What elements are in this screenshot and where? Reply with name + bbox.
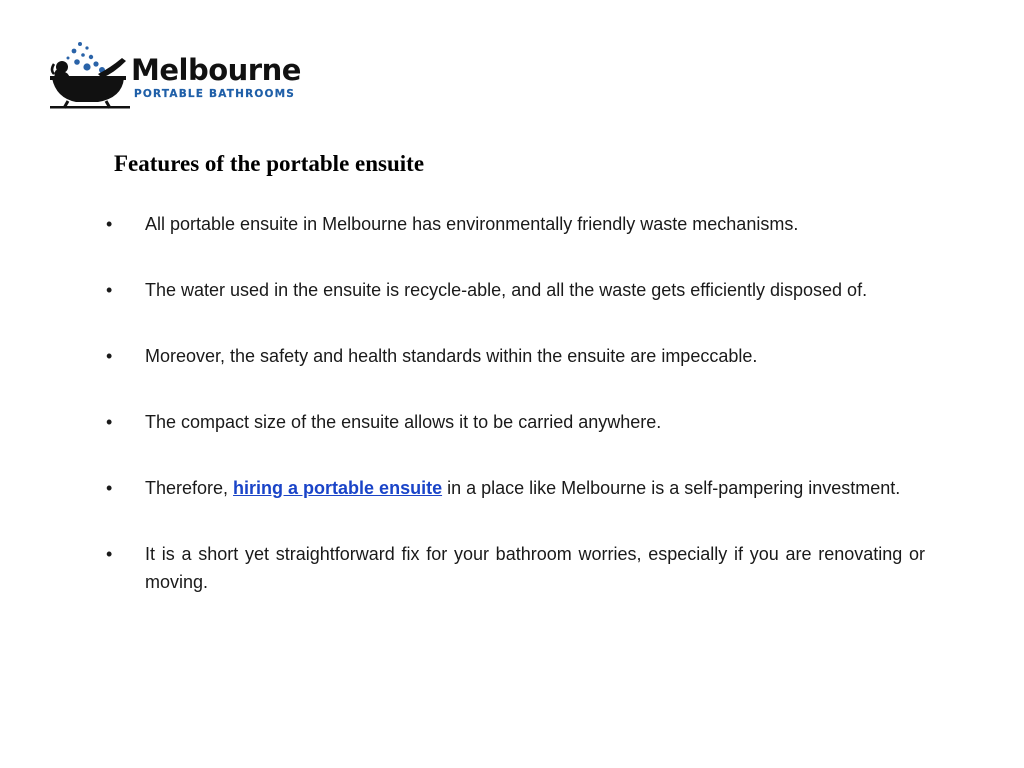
bullet-text: All portable ensuite in Melbourne has environmentally friendly waste mechanisms.: [145, 214, 799, 234]
list-item: [145, 342, 925, 370]
bathtub-icon: [46, 40, 138, 112]
brand-subtitle: PORTABLE BATHROOMS: [134, 88, 296, 100]
slide-title: Features of the portable ensuite: [114, 151, 425, 176]
list-item: [145, 540, 925, 596]
bullet-text-before: Therefore,: [145, 478, 234, 498]
hiring-portable-ensuite-link[interactable]: hiring a portable ensuite: [233, 478, 443, 498]
brand-name: Melbourne: [131, 53, 301, 87]
list-item: [145, 276, 925, 304]
bullet-text: The compact size of the ensuite allows it to be carried anywhere.: [145, 412, 662, 432]
bullet-text: The water used in the ensuite is recycle-able, and all the waste gets efficiently disposed of.: [145, 280, 868, 300]
bullet-text: Moreover, the safety and health standards within the ensuite are impeccable.: [145, 346, 758, 366]
bullet-text: It is a short yet straightforward fix for your bathroom worries, especially if you are renovating or moving.: [145, 544, 925, 592]
bullet-text-after: in a place like Melbourne is a self-pampering investment.: [442, 478, 901, 498]
list-item: [145, 210, 925, 238]
brand-logo: [46, 40, 356, 112]
feature-list: [145, 210, 925, 634]
list-item: [145, 408, 925, 436]
list-item: [145, 474, 925, 502]
